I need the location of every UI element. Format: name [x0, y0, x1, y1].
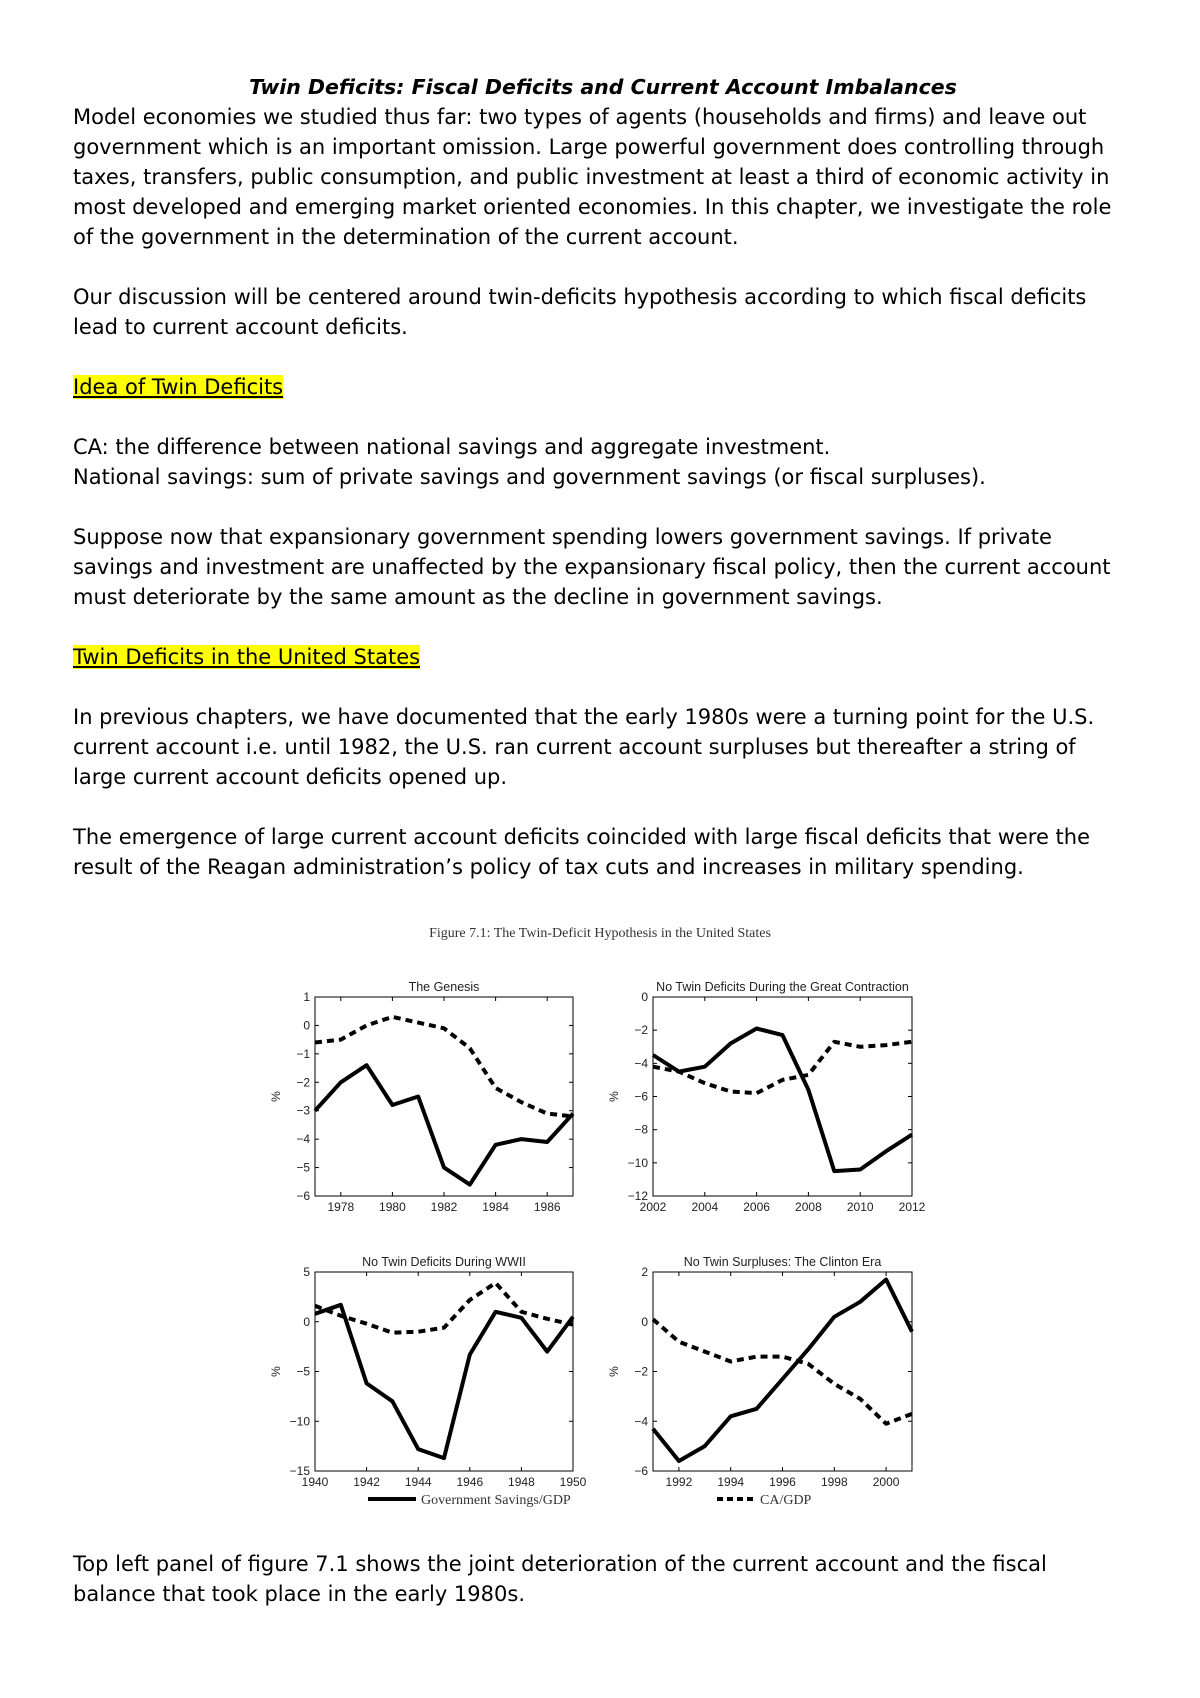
- x-tick-label: 2008: [795, 1200, 822, 1214]
- y-tick-label: −6: [634, 1089, 648, 1104]
- chart-panel-4: [607, 1255, 912, 1489]
- closing-paragraph: Top left panel of figure 7.1 shows the joint deterioration of the current account and the fiscal balance that took place in the early 1980s.: [73, 1552, 1047, 1606]
- y-tick-label: −2: [296, 1075, 310, 1090]
- ca-gdp-line: [315, 1017, 573, 1117]
- y-tick-label: −10: [627, 1155, 648, 1170]
- y-tick-label: −1: [296, 1046, 310, 1061]
- ca-gdp-line: [653, 1042, 912, 1093]
- y-tick-label: −2: [634, 1023, 648, 1038]
- legend-ca: CA/GDP: [760, 1493, 812, 1508]
- national-savings-definition: National savings: sum of private savings and government savings (or fiscal surpluses).: [73, 465, 986, 489]
- document-title: Twin Deficits: Fiscal Deficits and Current Account Imbalances: [249, 75, 957, 99]
- intro-paragraph: Model economies we studied thus far: two types of agents (households and firms) and leave out government which is an important omission. Large powerful government does controlling through taxes, transfers, public consumption, and public investment at least a third of economic activity in most developed and emerging market oriented economies. In this chapter, we investigate the role of the government in the determination of the current account.: [73, 105, 1112, 249]
- y-tick-label: −6: [296, 1189, 310, 1203]
- x-tick-label: 1944: [404, 1475, 432, 1489]
- gov-savings-line: [653, 1280, 912, 1462]
- plot-frame: [315, 1272, 573, 1471]
- x-tick-label: 1980: [379, 1200, 406, 1214]
- y-tick-label: −4: [634, 1414, 648, 1429]
- x-tick-label: 2012: [898, 1200, 926, 1214]
- figure-caption: Figure 7.1: The Twin-Deficit Hypothesis in the United States: [429, 926, 771, 941]
- y-tick-label: −4: [634, 1056, 648, 1071]
- x-tick-label: 1950: [559, 1475, 587, 1489]
- previous-chapters-paragraph: In previous chapters, we have documented that the early 1980s were a turning point for the U.S. current account i.e. until 1982, the U.S. ran current account surpluses but thereafter a string of large current account deficits opened up.: [73, 705, 1095, 789]
- y-tick-label: 0: [641, 990, 648, 1004]
- y-axis-label: %: [607, 1366, 621, 1377]
- y-axis-label: %: [269, 1366, 283, 1377]
- ca-definition: CA: the difference between national savings and aggregate investment.: [73, 435, 831, 459]
- legend-gov-savings: Government Savings/GDP: [421, 1493, 571, 1508]
- x-tick-label: 1946: [456, 1475, 484, 1489]
- y-tick-label: −5: [296, 1160, 310, 1175]
- heading-twin-deficits-us: Twin Deficits in the United States: [73, 645, 421, 669]
- x-tick-label: 1942: [353, 1475, 380, 1489]
- chart-title: No Twin Surpluses: The Clinton Era: [683, 1255, 882, 1269]
- plot-frame: [315, 997, 573, 1196]
- x-tick-label: 1940: [301, 1475, 329, 1489]
- y-tick-label: 0: [303, 1314, 310, 1329]
- x-tick-label: 2004: [691, 1200, 719, 1214]
- chart-panel-2: [607, 980, 926, 1214]
- y-tick-label: −6: [634, 1464, 648, 1478]
- x-tick-label: 1948: [508, 1475, 535, 1489]
- x-tick-label: 2010: [846, 1200, 874, 1214]
- x-tick-label: 1992: [665, 1475, 693, 1489]
- x-tick-label: 1996: [769, 1475, 796, 1489]
- x-tick-label: 1998: [820, 1475, 848, 1489]
- chart-title: The Genesis: [408, 980, 480, 994]
- gov-savings-line: [315, 1065, 573, 1184]
- x-tick-label: 2006: [743, 1200, 770, 1214]
- y-tick-label: −8: [634, 1122, 648, 1137]
- x-tick-label: 1986: [533, 1200, 561, 1214]
- y-tick-label: −10: [289, 1414, 310, 1429]
- x-tick-label: 2000: [872, 1475, 900, 1489]
- x-tick-label: 2002: [639, 1200, 667, 1214]
- suppose-paragraph: Suppose now that expansionary government spending lowers government savings. If private savings and investment are unaffected by the expansionary fiscal policy, then the current account must deteriorate by the same amount as the decline in government savings.: [73, 525, 1111, 609]
- x-tick-label: 1982: [430, 1200, 458, 1214]
- heading-idea-of-twin-deficits: Idea of Twin Deficits: [73, 375, 284, 399]
- y-tick-label: −4: [296, 1132, 310, 1147]
- y-tick-label: −12: [627, 1189, 648, 1203]
- chart-panel-3: [269, 1255, 587, 1489]
- ca-gdp-line: [315, 1283, 573, 1333]
- ca-gdp-line: [653, 1319, 912, 1423]
- x-tick-label: 1994: [717, 1475, 745, 1489]
- y-tick-label: −15: [289, 1464, 310, 1478]
- y-tick-label: 5: [303, 1265, 310, 1279]
- y-tick-label: −3: [296, 1103, 310, 1118]
- y-tick-label: 0: [641, 1314, 648, 1329]
- y-tick-label: −2: [634, 1364, 648, 1379]
- y-axis-label: %: [269, 1091, 283, 1102]
- plot-frame: [653, 1272, 912, 1471]
- chart-panel-1: [269, 980, 573, 1214]
- y-axis-label: %: [607, 1091, 621, 1102]
- y-tick-label: 0: [303, 1018, 310, 1033]
- gov-savings-line: [315, 1305, 573, 1458]
- emergence-paragraph: The emergence of large current account deficits coincided with large fiscal deficits that were the result of the Reagan administration’s policy of tax cuts and increases in military spending.: [73, 825, 1091, 879]
- gov-savings-line: [653, 1029, 912, 1172]
- figure-legend: [368, 1493, 812, 1508]
- x-tick-label: 1978: [327, 1200, 355, 1214]
- chart-title: No Twin Deficits During the Great Contraction: [656, 980, 909, 994]
- discussion-paragraph: Our discussion will be centered around twin-deficits hypothesis according to which fiscal deficits lead to current account deficits.: [73, 285, 1087, 339]
- chart-title: No Twin Deficits During WWII: [362, 1255, 526, 1269]
- x-tick-label: 1984: [482, 1200, 509, 1214]
- document-body: [73, 72, 1133, 882]
- plot-frame: [653, 997, 912, 1196]
- y-tick-label: −5: [296, 1364, 310, 1379]
- y-tick-label: 2: [641, 1265, 648, 1279]
- y-tick-label: 1: [303, 990, 310, 1004]
